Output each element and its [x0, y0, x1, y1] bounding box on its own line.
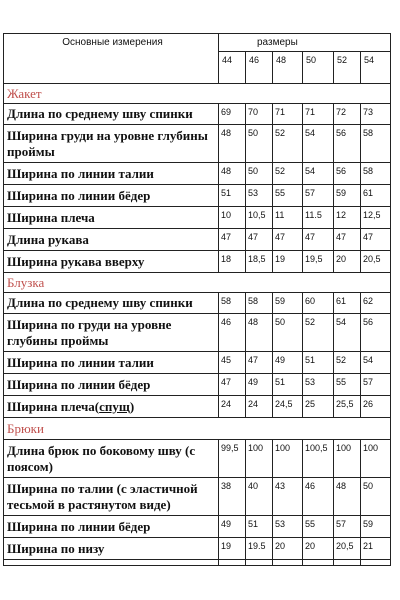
table-row	[4, 163, 391, 185]
measurement-value: 19,5	[303, 251, 334, 273]
measurement-value: 46	[219, 314, 246, 352]
measurement-label: Ширина груди на уровне глубины проймы	[4, 125, 219, 163]
measurement-value: 12,5	[361, 207, 391, 229]
measurement-value: 47	[219, 229, 246, 251]
main-measurements-header: Основные измерения	[4, 34, 219, 84]
measurement-value: 11.5	[303, 207, 334, 229]
table-row	[4, 352, 391, 374]
measurement-value: 59	[273, 293, 303, 314]
measurement-label: Ширина по талии (с эластичной тесьмой в растянутом виде)	[4, 478, 219, 516]
measurement-value: 57	[303, 185, 334, 207]
table-row	[4, 396, 391, 418]
measurement-value: 100,5	[303, 440, 334, 478]
section-title-blouse: Блузка	[4, 273, 391, 293]
measurement-value: 61	[334, 293, 361, 314]
measurement-value: 52	[303, 314, 334, 352]
measurement-value: 99,5	[219, 440, 246, 478]
measurement-value: 48	[219, 163, 246, 185]
measurement-value: 56	[334, 163, 361, 185]
measurement-value: 62	[361, 293, 391, 314]
table-row	[4, 104, 391, 125]
measurement-value: 47	[246, 229, 273, 251]
measurement-value: 26	[361, 396, 391, 418]
header-row	[4, 34, 391, 52]
cut-off-cell	[219, 560, 246, 566]
measurement-value: 61	[361, 185, 391, 207]
table-row	[4, 516, 391, 538]
measurement-value: 70	[246, 104, 273, 125]
measurement-value: 71	[303, 104, 334, 125]
measurement-label: Ширина по груди на уровне глубины проймы	[4, 314, 219, 352]
measurement-value: 56	[361, 314, 391, 352]
measurement-value: 19	[273, 251, 303, 273]
measurement-value: 18,5	[246, 251, 273, 273]
table-row	[4, 185, 391, 207]
table-row	[4, 207, 391, 229]
label-text: Ширина плеча(	[7, 398, 100, 414]
cut-off-cell	[246, 560, 273, 566]
measurement-value: 49	[219, 516, 246, 538]
measurement-value: 50	[246, 163, 273, 185]
measurement-value: 51	[303, 352, 334, 374]
table-row	[4, 374, 391, 396]
measurement-value: 55	[334, 374, 361, 396]
measurement-label: Ширина по линии бёдер	[4, 374, 219, 396]
size-value: 48	[273, 52, 303, 84]
measurement-value: 52	[334, 352, 361, 374]
measurement-value: 72	[334, 104, 361, 125]
measurement-value: 25,5	[334, 396, 361, 418]
measurement-value: 25	[303, 396, 334, 418]
section-title-jacket: Жакет	[4, 84, 391, 104]
table-row	[4, 538, 391, 560]
measurement-value: 55	[303, 516, 334, 538]
measurement-value: 48	[219, 125, 246, 163]
section-row	[4, 418, 391, 440]
measurement-label: Ширина плеча	[4, 207, 219, 229]
measurement-value: 73	[361, 104, 391, 125]
section-row	[4, 273, 391, 293]
size-value: 44	[219, 52, 246, 84]
measurement-value: 54	[303, 125, 334, 163]
measurement-value: 54	[303, 163, 334, 185]
table-row	[4, 478, 391, 516]
measurement-label: Ширина по линии бёдер	[4, 516, 219, 538]
measurement-value: 12	[334, 207, 361, 229]
measurement-value: 58	[361, 125, 391, 163]
measurement-value: 55	[273, 185, 303, 207]
measurement-label: Ширина рукава вверху	[4, 251, 219, 273]
cut-off-row	[4, 560, 391, 566]
size-value: 52	[334, 52, 361, 84]
cut-off-cell	[303, 560, 334, 566]
measurement-label: Длина рукава	[4, 229, 219, 251]
measurement-value: 56	[334, 125, 361, 163]
measurement-value: 24	[246, 396, 273, 418]
table-row	[4, 293, 391, 314]
measurement-value: 50	[361, 478, 391, 516]
measurement-value: 100	[334, 440, 361, 478]
measurement-value: 57	[361, 374, 391, 396]
measurement-value: 20,5	[361, 251, 391, 273]
measurement-value: 18	[219, 251, 246, 273]
measurement-value: 53	[303, 374, 334, 396]
label-text-end: )	[129, 398, 135, 414]
measurement-value: 21	[361, 538, 391, 560]
measurement-value: 71	[273, 104, 303, 125]
measurement-value: 10,5	[246, 207, 273, 229]
measurement-value: 10	[219, 207, 246, 229]
measurement-label: Ширина по линии талии	[4, 352, 219, 374]
measurement-label: Ширина по низу	[4, 538, 219, 560]
cut-off-cell	[273, 560, 303, 566]
measurement-value: 24	[219, 396, 246, 418]
measurement-value: 57	[334, 516, 361, 538]
measurement-value: 53	[246, 185, 273, 207]
measurement-value: 49	[246, 374, 273, 396]
measurement-value: 51	[219, 185, 246, 207]
measurement-label: Длина по среднему шву спинки	[4, 104, 219, 125]
measurement-value: 45	[219, 352, 246, 374]
measurement-value: 58	[361, 163, 391, 185]
measurement-label: Длина по среднему шву спинки	[4, 293, 219, 314]
section-title-trousers: Брюки	[4, 418, 391, 440]
measurement-value: 48	[246, 314, 273, 352]
section-row	[4, 84, 391, 104]
measurement-value: 11	[273, 207, 303, 229]
measurement-value: 43	[273, 478, 303, 516]
measurement-value: 100	[273, 440, 303, 478]
table-row	[4, 229, 391, 251]
measurement-value: 60	[303, 293, 334, 314]
size-value: 54	[361, 52, 391, 84]
table-row	[4, 314, 391, 352]
measurement-label	[4, 396, 219, 418]
measurement-value: 48	[334, 478, 361, 516]
measurement-value: 38	[219, 478, 246, 516]
measurement-value: 58	[219, 293, 246, 314]
measurement-value: 19.5	[246, 538, 273, 560]
measurement-value: 20	[303, 538, 334, 560]
measurement-value: 47	[273, 229, 303, 251]
measurement-value: 20	[273, 538, 303, 560]
measurement-value: 53	[273, 516, 303, 538]
measurement-label: Ширина по линии талии	[4, 163, 219, 185]
measurement-value: 50	[273, 314, 303, 352]
measurement-value: 100	[246, 440, 273, 478]
measurement-value: 19	[219, 538, 246, 560]
size-value: 46	[246, 52, 273, 84]
table-row	[4, 251, 391, 273]
sizes-header: размеры	[219, 34, 391, 52]
measurement-value: 52	[273, 125, 303, 163]
measurement-value: 47	[246, 352, 273, 374]
cut-off-cell	[334, 560, 361, 566]
measurement-value: 54	[334, 314, 361, 352]
measurement-value: 47	[361, 229, 391, 251]
measurement-value: 47	[334, 229, 361, 251]
cut-off-cell	[4, 560, 219, 566]
measurement-value: 46	[303, 478, 334, 516]
measurement-value: 49	[273, 352, 303, 374]
measurement-value: 58	[246, 293, 273, 314]
measurement-value: 59	[334, 185, 361, 207]
measurement-value: 47	[303, 229, 334, 251]
measurement-value: 24,5	[273, 396, 303, 418]
measurement-label: Ширина по линии бёдер	[4, 185, 219, 207]
measurement-value: 40	[246, 478, 273, 516]
measurement-value: 20,5	[334, 538, 361, 560]
measurement-value: 59	[361, 516, 391, 538]
label-underlined-text: спущ	[99, 398, 130, 414]
measurement-value: 20	[334, 251, 361, 273]
size-value: 50	[303, 52, 334, 84]
measurement-value: 52	[273, 163, 303, 185]
cut-off-cell	[361, 560, 391, 566]
measurement-value: 100	[361, 440, 391, 478]
measurement-value: 51	[273, 374, 303, 396]
measurement-value: 51	[246, 516, 273, 538]
table-row	[4, 125, 391, 163]
measurement-value: 69	[219, 104, 246, 125]
measurement-label: Длина брюк по боковому шву (с поясом)	[4, 440, 219, 478]
measurement-value: 47	[219, 374, 246, 396]
size-chart-table	[3, 33, 391, 566]
measurement-value: 54	[361, 352, 391, 374]
measurement-value: 50	[246, 125, 273, 163]
table-row	[4, 440, 391, 478]
